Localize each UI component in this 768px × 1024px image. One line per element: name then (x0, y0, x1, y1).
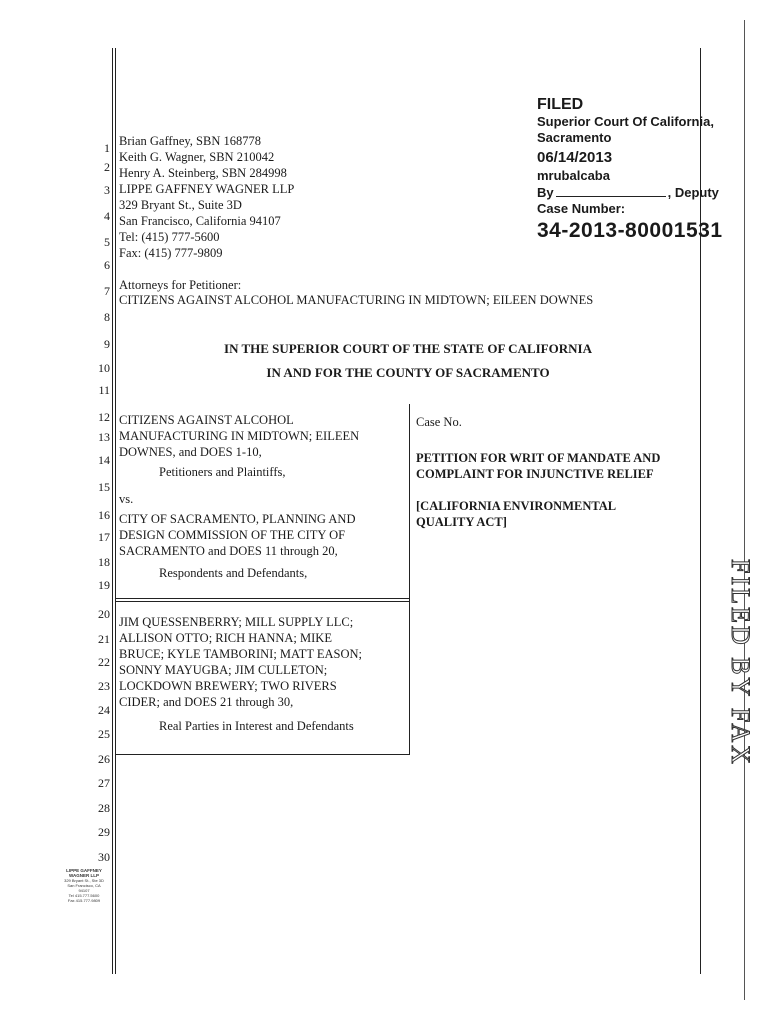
case-number-label: Case Number: (537, 201, 626, 216)
filed-stamp (537, 96, 757, 243)
line-number: 7 (104, 284, 110, 298)
stamp-deputy: , Deputy (667, 185, 719, 200)
filed-by-fax-stamp: FILED BY FAX (726, 559, 755, 767)
court-heading-line1: IN THE SUPERIOR COURT OF THE STATE OF CALIFORNIA (224, 341, 592, 356)
line-number: 17 (98, 530, 110, 544)
attorneys-for-names: CITIZENS AGAINST ALCOHOL MANUFACTURING IN MIDTOWN; EILEEN DOWNES (119, 293, 594, 307)
real-party-line: CIDER; and DOES 21 through 30, (119, 695, 294, 709)
attorneys-for-label: Attorneys for Petitioner: (119, 278, 242, 292)
attorney-line: San Francisco, California 94107 (119, 214, 281, 228)
line-number: 8 (104, 310, 110, 324)
firm-footer-line: WAGNER LLP (69, 873, 99, 878)
line-number: 11 (98, 383, 110, 397)
line-number: 26 (98, 752, 110, 766)
attorneys-for (119, 278, 593, 308)
line-number: 30 (98, 850, 110, 864)
line-number: 28 (98, 801, 110, 815)
attorney-line: Fax: (415) 777-9809 (119, 246, 223, 260)
firm-footer (58, 868, 110, 903)
attorney-line: Henry A. Steinberg, SBN 284998 (119, 166, 287, 180)
line-number: 20 (98, 607, 110, 621)
line-number: 19 (98, 578, 110, 592)
line-number: 25 (98, 727, 110, 741)
attorney-line: Keith G. Wagner, SBN 210042 (119, 150, 275, 164)
caption-divider-2 (116, 601, 410, 602)
firm-footer-line: Tel 415.777.5600 (68, 893, 100, 898)
attorney-line: Brian Gaffney, SBN 168778 (119, 134, 261, 148)
line-number: 3 (104, 183, 110, 197)
line-number: 15 (98, 480, 110, 494)
line-number: 6 (104, 258, 110, 272)
petitioners-role: Petitioners and Plaintiffs, (159, 465, 286, 479)
document-subtitle-line: QUALITY ACT] (416, 515, 507, 529)
left-margin-rule (112, 48, 113, 974)
line-number: 12 (98, 410, 110, 424)
caption-vertical-rule (409, 404, 410, 754)
line-number: 1 (104, 141, 110, 155)
firm-footer-line: 94107 (78, 888, 90, 893)
document-title-line: PETITION FOR WRIT OF MANDATE AND (416, 451, 661, 465)
caption-parties (119, 412, 404, 581)
line-number: 10 (98, 361, 110, 375)
real-party-line: LOCKDOWN BREWERY; TWO RIVERS (119, 679, 337, 693)
firm-footer-line: Fax 415.777.9809 (67, 898, 101, 903)
left-margin-rule-inner (115, 48, 116, 974)
respondent-line: DESIGN COMMISSION OF THE CITY OF (119, 528, 346, 542)
real-party-line: JIM QUESSENBERRY; MILL SUPPLY LLC; (119, 615, 354, 629)
attorney-block (119, 133, 519, 261)
line-number: 16 (98, 508, 110, 522)
line-number: 22 (98, 655, 110, 669)
stamp-by-line (537, 184, 757, 201)
versus: vs. (119, 492, 134, 506)
real-party-line: ALLISON OTTO; RICH HANNA; MIKE (119, 631, 332, 645)
petitioner-line: DOWNES, and DOES 1-10, (119, 445, 262, 459)
line-number: 23 (98, 679, 110, 693)
filed-label: FILED (537, 96, 584, 113)
respondents-role: Respondents and Defendants, (159, 566, 308, 580)
caption-bottom-rule (116, 754, 410, 755)
line-number: 21 (98, 632, 110, 646)
signature-blank (556, 196, 666, 197)
line-number: 5 (104, 235, 110, 249)
line-number: 27 (98, 776, 110, 790)
caption-case-info (416, 414, 706, 530)
line-number: 9 (104, 337, 110, 351)
firm-footer-line: 329 Bryant St., Ste 3D (64, 878, 104, 883)
line-number: 13 (98, 430, 110, 444)
attorney-line: LIPPE GAFFNEY WAGNER LLP (119, 182, 295, 196)
line-number: 18 (98, 555, 110, 569)
petitioner-line: MANUFACTURING IN MIDTOWN; EILEEN (119, 429, 360, 443)
firm-footer-line: San Francisco, CA (67, 883, 101, 888)
stamp-county: Sacramento (537, 130, 612, 145)
line-number: 2 (104, 160, 110, 174)
stamp-date: 06/14/2013 (537, 149, 613, 166)
stamp-clerk: mrubalcaba (537, 168, 610, 183)
attorney-line: 329 Bryant St., Suite 3D (119, 198, 242, 212)
line-number: 29 (98, 825, 110, 839)
caption-divider (116, 598, 410, 599)
real-party-line: SONNY MAYUGBA; JIM CULLETON; (119, 663, 328, 677)
real-parties-role: Real Parties in Interest and Defendants (159, 719, 354, 733)
caption-real-parties (119, 614, 404, 734)
respondent-line: CITY OF SACRAMENTO, PLANNING AND (119, 512, 356, 526)
document-subtitle-line: [CALIFORNIA ENVIRONMENTAL (416, 499, 617, 513)
line-number: 4 (104, 209, 110, 223)
real-party-line: BRUCE; KYLE TAMBORINI; MATT EASON; (119, 647, 362, 661)
stamp-by: By (537, 185, 554, 200)
stamp-court: Superior Court Of California, (537, 114, 714, 129)
document-title-line: COMPLAINT FOR INJUNCTIVE RELIEF (416, 467, 654, 481)
line-number: 24 (98, 703, 110, 717)
court-heading-line2: IN AND FOR THE COUNTY OF SACRAMENTO (266, 365, 550, 380)
petitioner-line: CITIZENS AGAINST ALCOHOL (119, 413, 294, 427)
firm-footer-line: LIPPE GAFFNEY (66, 868, 102, 873)
attorney-line: Tel: (415) 777-5600 (119, 230, 220, 244)
case-no-label: Case No. (416, 415, 462, 429)
respondent-line: SACRAMENTO and DOES 11 through 20, (119, 544, 338, 558)
line-number: 14 (98, 453, 110, 467)
case-number: 34-2013-80001531 (537, 219, 723, 242)
